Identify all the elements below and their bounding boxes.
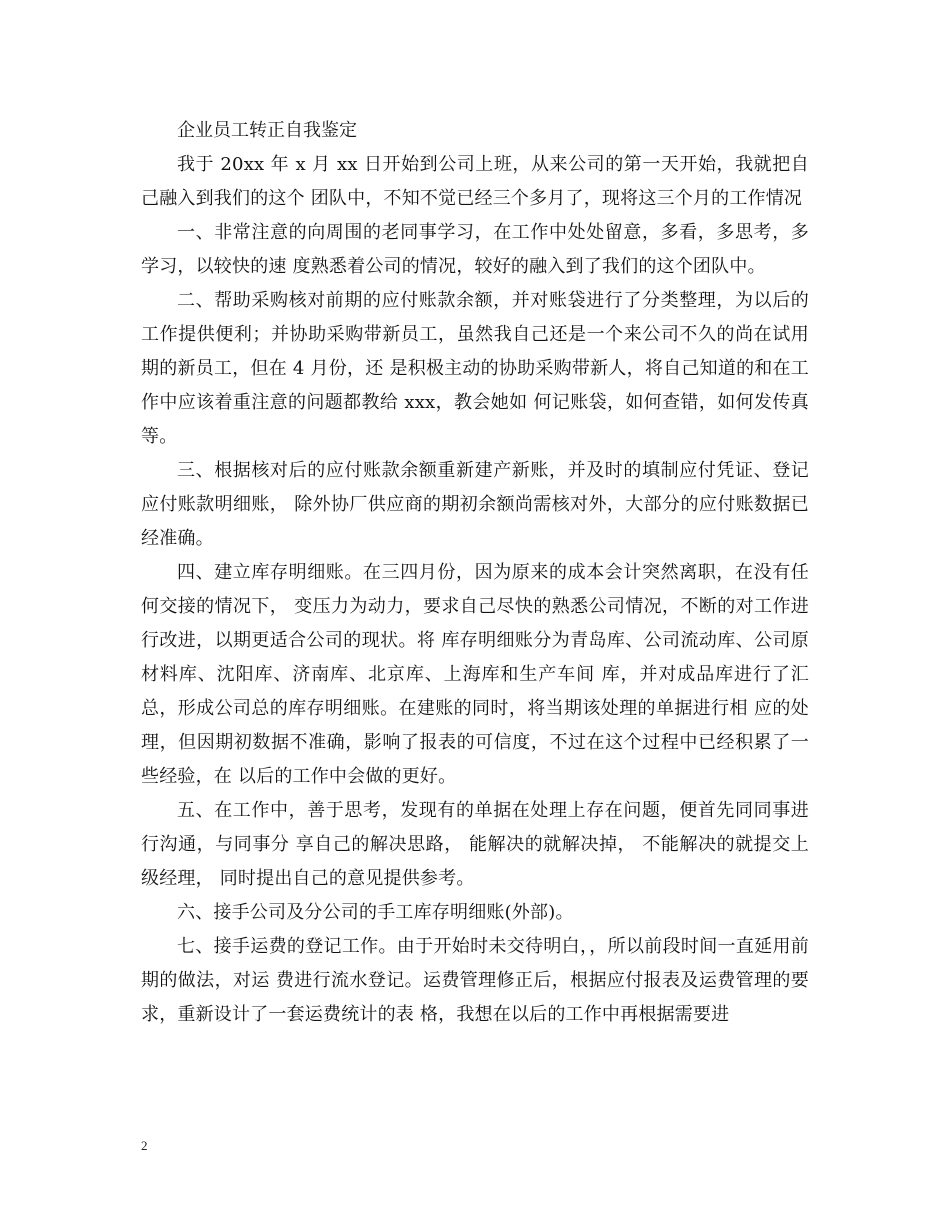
page-number: 2 bbox=[141, 1138, 148, 1153]
document-body bbox=[141, 114, 809, 1032]
paragraph-item-5: 五、在工作中，善于思考，发现有的单据在处理上存在问题，便首先同同事进行沟通，与同事分 享自己的解决思路， 能解决的就解决掉， 不能解决的就提交上级经理， 同时提出自己的意见提供参考。 bbox=[141, 800, 809, 889]
paragraph-intro: 我于 20xx 年 x 月 xx 日开始到公司上班，从来公司的第一天开始，我就把自己融入到我们的这个 团队中，不知不觉已经三个多月了，现将这三个月的工作情况 bbox=[141, 154, 809, 209]
paragraph-item-4: 四、建立库存明细账。在三四月份，因为原来的成本会计突然离职，在没有任何交接的情况下， 变压力为动力，要求自己尽快的熟悉公司情况，不断的对工作进行改进，以期更适合公司的现状。将 库存明细账分为青岛库、公司流动库、公司原材料库、沈阳库、济南库、北京库、上海库和生产车间 库，并对成品库进行了汇总，形成公司总的库存明细账。在建账的同时，将当期该处理的单据进行相 应的处理，但因期初数据不准确，影响了报表的可信度，不过在这个过程中已经积累了一些经验，在 以后的工作中会做的更好。 bbox=[141, 562, 809, 787]
paragraph-item-6: 六、接手公司及分公司的手工库存明细账(外部)。 bbox=[177, 902, 574, 923]
paragraph-item-1: 一、非常注意的向周围的老同事学习，在工作中处处留意，多看，多思考，多学习，以较快的速 度熟悉着公司的情况，较好的融入到了我们的这个团队中。 bbox=[141, 222, 809, 277]
paragraph-item-3: 三、根据核对后的应付账款余额重新建产新账，并及时的填制应付凭证、登记应付账款明细账， 除外协厂供应商的期初余额尚需核对外，大部分的应付账数据已经准确。 bbox=[141, 460, 809, 549]
paragraph-item-2: 二、帮助采购核对前期的应付账款余额，并对账袋进行了分类整理，为以后的工作提供便利；并协助采购带新员工，虽然我自己还是一个来公司不久的尚在试用期的新员工，但在 4 月份，还 是积极主动的协助采购带新人，将自己知道的和在工作中应该着重注意的问题都教给 xxx，教会她如 何记账袋，如何查错，如何发传真等。 bbox=[141, 290, 809, 447]
paragraph-item-7: 七、接手运费的登记工作。由于开始时未交待明白，，所以前段时间一直延用前期的做法，对运 费进行流水登记。运费管理修正后，根据应付报表及运费管理的要求，重新设计了一套运费统计的表 格，我想在以后的工作中再根据需要进 bbox=[141, 936, 809, 1025]
document-title: 企业员工转正自我鉴定 bbox=[177, 120, 357, 141]
